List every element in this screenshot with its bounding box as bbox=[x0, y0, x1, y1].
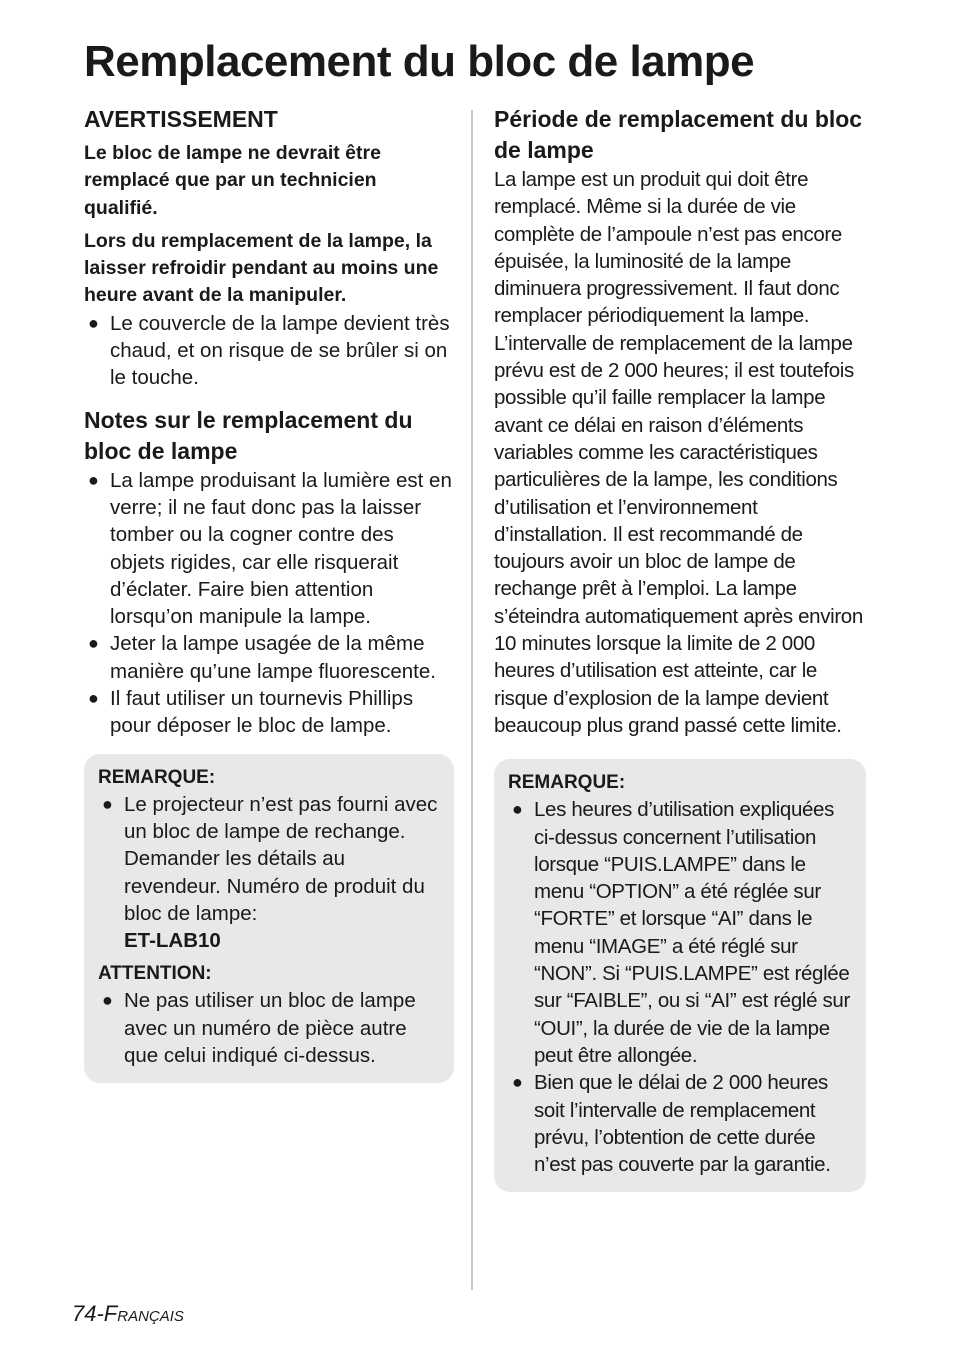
bullet-icon: ● bbox=[88, 633, 99, 654]
right-column bbox=[494, 104, 866, 1192]
attention-label: ATTENTION: bbox=[98, 963, 212, 985]
page-title: Remplacement du bloc de lampe bbox=[84, 37, 755, 86]
list-item bbox=[84, 630, 454, 685]
remark-label: REMARQUE: bbox=[98, 766, 216, 788]
list-item-text: Ne pas utiliser un bloc de lampe avec un numéro de pièce autre que celui indiqué ci-dessus. bbox=[124, 989, 416, 1068]
attention-bullet-list bbox=[98, 987, 440, 1069]
list-item bbox=[84, 310, 454, 392]
list-item bbox=[84, 467, 454, 631]
remark-label: REMARQUE: bbox=[508, 772, 626, 794]
list-item-text: Le projecteur n’est pas fourni avec un bloc de lampe de rechange. Demander les détails au revendeur. Numéro de produit du bloc de lampe: bbox=[124, 792, 438, 925]
bullet-icon: ● bbox=[102, 793, 113, 814]
warning-paragraph: Lors du remplacement de la lampe, la laisser refroidir pendant au moins une heure avant de la manipuler. bbox=[84, 229, 439, 307]
list-item-text: Le couvercle de la lampe devient très chaud, et on risque de se brûler si on le touche. bbox=[110, 311, 450, 390]
list-item bbox=[508, 1069, 852, 1178]
column-divider bbox=[471, 110, 473, 1290]
list-item bbox=[98, 987, 440, 1069]
warning-paragraph: Le bloc de lampe ne devrait être remplacé que par un technicien qualifié. bbox=[84, 142, 381, 219]
page-number: 74- bbox=[72, 1301, 104, 1326]
remark-box-right bbox=[494, 759, 866, 1192]
bullet-icon: ● bbox=[102, 990, 113, 1011]
bullet-icon: ● bbox=[88, 688, 99, 709]
notes-heading: Notes sur le remplacement du bloc de lampe bbox=[84, 406, 413, 464]
bullet-icon: ● bbox=[512, 799, 523, 820]
replacement-period-body: La lampe est un produit qui doit être remplacé. Même si la durée de vie complète de l’ampoule n’est pas encore épuisée, la luminosité de la lampe diminuera progressivement. Il faut donc remplacer périodiquement la lampe. L’intervalle de remplacement de la lampe prévu est de 2 000 heures; il est toutefois possible qu’il faille remplacer la lampe avant ce délai en raison d’éléments variables comme les caractéristiques particulières de la lampe, les conditions d’utilisation et l’environnement d’installation. Il est recommandé de toujours avoir un bloc de lampe de rechange prêt à l’emploi. La lampe s’éteindra automatiquement après environ 10 minutes lorsque la limite de 2 000 heures d’utilisation est atteinte, car le risque d’explosion de la lampe devient beaucoup plus grand passé cette limite. bbox=[494, 168, 863, 737]
bullet-icon: ● bbox=[512, 1072, 523, 1093]
list-item-text: Bien que le délai de 2 000 heures soit l’intervalle de remplacement prévu, l’obtention de cette durée n’est pas couverte par la garantie. bbox=[534, 1071, 831, 1177]
remark-bullet-list bbox=[508, 796, 852, 1178]
replacement-period-heading: Période de remplacement du bloc de lampe bbox=[494, 106, 863, 163]
list-item bbox=[508, 796, 852, 1069]
footer-language: Français bbox=[103, 1301, 184, 1326]
list-item-text: Il faut utiliser un tournevis Phillips pour déposer le bloc de lampe. bbox=[110, 687, 414, 738]
remark-box-left bbox=[84, 754, 454, 1084]
bullet-icon: ● bbox=[88, 312, 99, 333]
remark-bullet-list bbox=[98, 791, 440, 955]
left-column bbox=[84, 104, 454, 1083]
list-item-text: Jeter la lampe usagée de la même manière qu’une lampe fluorescente. bbox=[110, 632, 436, 683]
list-item bbox=[84, 685, 454, 740]
warning-heading: AVERTISSEMENT bbox=[84, 106, 278, 132]
bullet-icon: ● bbox=[88, 469, 99, 490]
list-item-text: La lampe produisant la lumière est en verre; il ne faut donc pas la laisser tomber ou la cogner contre des objets rigides, car elle risquerait d’éclater. Faire bien attention lorsqu’on manipule la lampe. bbox=[110, 468, 452, 629]
warning-bullet-list bbox=[84, 310, 454, 392]
product-number: ET-LAB10 bbox=[124, 929, 221, 953]
list-item bbox=[98, 791, 440, 955]
list-item-text: Les heures d’utilisation expliquées ci-dessus concernent l’utilisation lorsque “PUIS.LAMPE” dans le menu “OPTION” a été réglée sur “FORTE” et lorsque “AI” dans le menu “IMAGE” a été réglé sur “NON”. Si “PUIS.LAMPE” est réglée sur “FAIBLE”, ou si “AI” est réglé sur “OUI”, la durée de vie de la lampe peut être allongée. bbox=[534, 798, 850, 1067]
page-footer bbox=[72, 1300, 184, 1328]
notes-bullet-list bbox=[84, 467, 454, 740]
